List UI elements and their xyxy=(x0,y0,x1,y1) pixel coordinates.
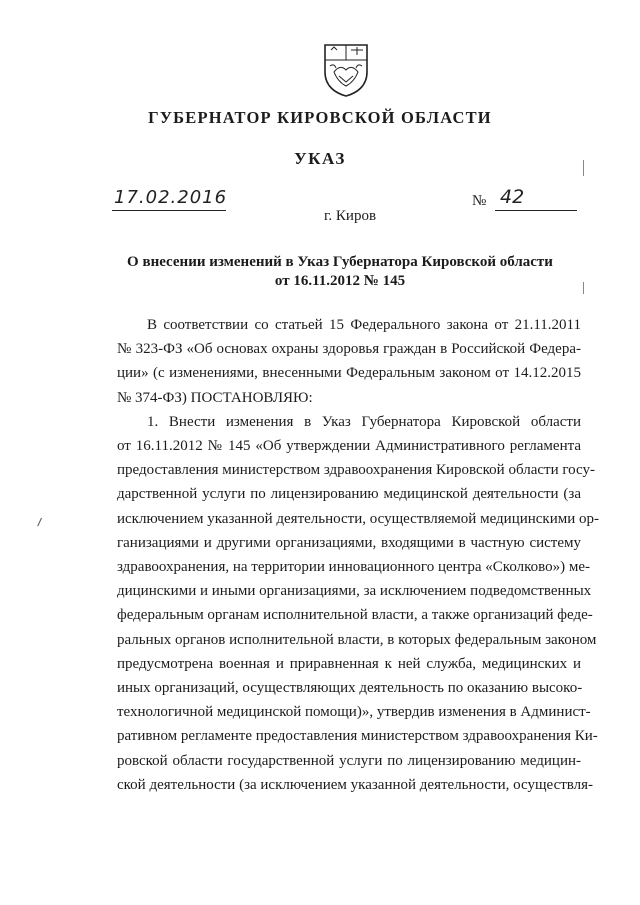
text-line: № 374-ФЗ) ПОСТАНОВЛЯЮ: xyxy=(117,389,313,406)
text-line: ровской области государственной услуги по лицензированию медицин- xyxy=(117,752,581,769)
text-line: ральных органов исполнительной власти, в которых федеральным законом xyxy=(117,631,597,648)
text-line: ративном регламенте предоставления министерством здравоохранения Ки- xyxy=(117,728,598,745)
text-line: от 16.11.2012 № 145 «Об утверждении Административного регламента xyxy=(117,438,581,455)
number-label: № xyxy=(472,193,487,209)
text-line: предусмотрена военная и приравненная к ней служба, медицинских и xyxy=(117,655,581,672)
text-line: дарственной услуги по лицензированию медицинской деятельности (за xyxy=(117,486,581,503)
issuer-title: ГУБЕРНАТОР КИРОВСКОЙ ОБЛАСТИ xyxy=(148,108,492,127)
document-subject xyxy=(100,253,580,291)
text-line: федеральным органам исполнительной власти, а также организаций феде- xyxy=(117,607,593,624)
coat-of-arms-icon xyxy=(321,42,371,98)
text-line: № 323-ФЗ «Об основах охраны здоровья граждан в Российской Федера- xyxy=(117,341,581,358)
scan-artifact xyxy=(583,160,584,176)
text-line: В соответствии со статьей 15 Федерального закона от 21.11.2011 xyxy=(147,317,581,333)
subject-line: от 16.11.2012 № 145 xyxy=(274,273,406,289)
document-body xyxy=(117,313,600,797)
text-line: ской деятельности (за исключением указанной деятельности, осуществля- xyxy=(117,776,594,793)
document-date: 17.02.2016 xyxy=(114,187,228,208)
document-type: УКАЗ xyxy=(294,149,346,168)
text-line: ганизациями и другими организациями, входящими в частную систему xyxy=(117,534,581,551)
text-line: технологичной медицинской помощи)», утвердив изменения в Админист- xyxy=(117,704,591,721)
text-line: предоставления министерством здравоохранения Кировской области госу- xyxy=(117,462,595,479)
scan-artifact xyxy=(37,518,44,527)
text-line: ции» (с изменениями, внесенными Федеральным законом от 14.12.2015 xyxy=(117,365,581,382)
scan-artifact xyxy=(583,282,584,294)
text-line: 1. Внести изменения в Указ Губернатора Кировской области xyxy=(147,413,581,430)
city: г. Киров xyxy=(323,208,377,224)
document-number: 42 xyxy=(500,186,525,208)
text-line: дицинскими и иными организациями, за исключением подведомственных xyxy=(117,583,592,600)
text-line: иных организаций, осуществляющих деятельность по оказанию высоко- xyxy=(117,680,583,697)
text-line: исключением указанной деятельности, осуществляемой медицинскими ор- xyxy=(117,510,600,527)
text-line: здравоохранения, на территории инновационного центра «Сколково») ме- xyxy=(117,559,591,576)
subject-line: О внесении изменений в Указ Губернатора Кировской области xyxy=(127,254,553,270)
